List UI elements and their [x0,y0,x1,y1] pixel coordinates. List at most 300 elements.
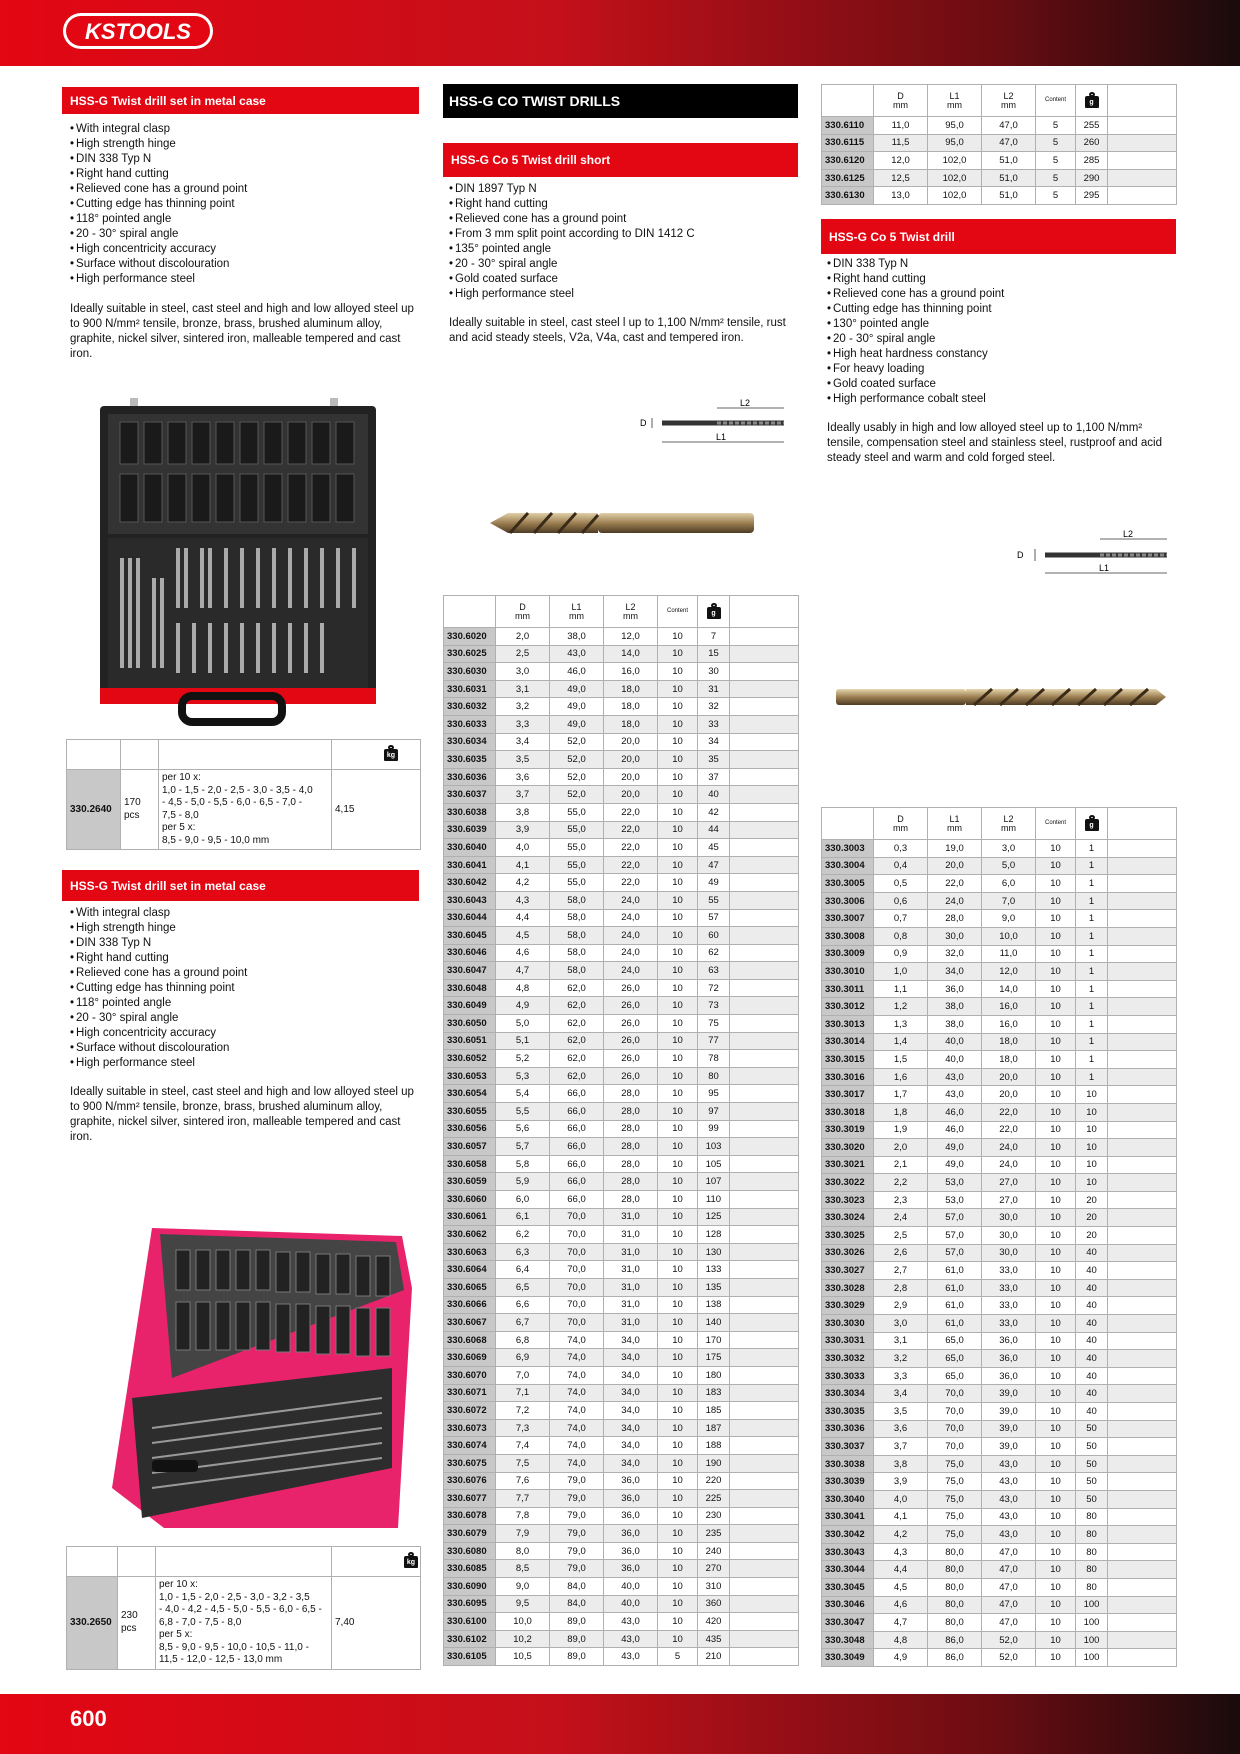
weight: 4,15 [332,770,421,850]
content: 10 [658,874,698,892]
filler-cell [730,1490,799,1508]
content: 10 [1036,1631,1076,1649]
content: 10 [658,680,698,698]
filler-cell [730,645,799,663]
filler-cell [1108,927,1177,945]
length-l2: 22,0 [982,1121,1036,1139]
table-row [444,1472,799,1490]
table-row [822,1227,1177,1245]
filler-cell [1108,963,1177,981]
length-l2: 27,0 [982,1174,1036,1192]
feature-item: • 130° pointed angle [827,317,1172,332]
content: 5 [658,1648,698,1666]
filler-cell [730,1155,799,1173]
feature-item: • High concentricity accuracy [70,242,415,257]
article-number: 330.6032 [444,698,496,716]
length-l2: 36,0 [982,1350,1036,1368]
weight: 40 [1076,1315,1108,1333]
table-row [822,1455,1177,1473]
length-l1: 38,0 [550,628,604,646]
diameter: 3,8 [496,803,550,821]
table-row [444,1402,799,1420]
content: 10 [658,1542,698,1560]
weight: 50 [1076,1490,1108,1508]
feature-item: • Relieved cone has a ground point [827,287,1172,302]
filler-cell [730,1648,799,1666]
length-l1: 61,0 [928,1262,982,1280]
diameter: 7,2 [496,1402,550,1420]
pieces: 230 pcs [118,1577,156,1670]
filler-cell [730,1015,799,1033]
weight: 240 [698,1542,730,1560]
filler-cell [1108,1614,1177,1632]
weight: 80 [1076,1561,1108,1579]
length-l1: 61,0 [928,1315,982,1333]
table-row [822,1279,1177,1297]
weight: 133 [698,1261,730,1279]
weight: 310 [698,1578,730,1596]
content: 10 [658,944,698,962]
diameter: 3,8 [874,1455,928,1473]
table-row [822,1297,1177,1315]
length-l1: 95,0 [928,134,982,152]
filler-cell [730,803,799,821]
diameter: 4,2 [496,874,550,892]
table-row [822,1490,1177,1508]
article-number: 330.6068 [444,1331,496,1349]
table-row [444,997,799,1015]
svg-text:L2: L2 [1123,529,1134,539]
length-l2: 20,0 [604,768,658,786]
length-l2: 52,0 [982,1631,1036,1649]
diameter: 4,4 [874,1561,928,1579]
weight: 183 [698,1384,730,1402]
length-l2: 7,0 [982,892,1036,910]
length-l1: 75,0 [928,1473,982,1491]
article-number: 330.6051 [444,1032,496,1050]
weight: 100 [1076,1631,1108,1649]
content: 10 [1036,945,1076,963]
article-number: 330.3018 [822,1103,874,1121]
table-row [444,979,799,997]
feature-item: • With integral clasp [70,906,415,921]
diameter: 3,4 [874,1385,928,1403]
length-l1: 62,0 [550,1015,604,1033]
length-l1: 75,0 [928,1490,982,1508]
content: 10 [658,909,698,927]
length-l1: 46,0 [550,663,604,681]
weight: 10 [1076,1174,1108,1192]
length-l1: 75,0 [928,1508,982,1526]
feature-item: • High strength hinge [70,921,415,936]
content: 10 [1036,1279,1076,1297]
table-row [822,1350,1177,1368]
weight: 40 [1076,1367,1108,1385]
table-row [444,1630,799,1648]
weight: 220 [698,1472,730,1490]
article-number: 330.6031 [444,680,496,698]
diameter: 4,0 [874,1490,928,1508]
filler-cell [730,1560,799,1578]
article-number: 330.3036 [822,1420,874,1438]
table-row [822,1578,1177,1596]
content: 10 [658,768,698,786]
diameter: 2,5 [874,1227,928,1245]
diameter: 0,9 [874,945,928,963]
article-number: 330.3004 [822,857,874,875]
length-l2: 36,0 [604,1542,658,1560]
article-number: 330.3044 [822,1561,874,1579]
article-number: 330.6079 [444,1525,496,1543]
col-weight [698,596,730,628]
content: 10 [658,1050,698,1068]
table-row [822,1526,1177,1544]
length-l2: 22,0 [604,839,658,857]
feature-item: • Cutting edge has thinning point [70,981,415,996]
length-l2: 36,0 [982,1332,1036,1350]
table-row [444,698,799,716]
filler-cell [730,1138,799,1156]
article-number: 330.6025 [444,645,496,663]
filler-cell [1108,1068,1177,1086]
filler-cell [730,1507,799,1525]
article-number: 330.3021 [822,1156,874,1174]
content: 10 [658,1490,698,1508]
article-number: 330.6102 [444,1630,496,1648]
feature-item: • High performance steel [449,287,799,302]
table-row [444,1542,799,1560]
filler-cell [730,680,799,698]
diameter: 7,8 [496,1507,550,1525]
article-number: 330.6042 [444,874,496,892]
diameter: 5,4 [496,1085,550,1103]
diameter: 1,7 [874,1086,928,1104]
filler-cell [1108,1508,1177,1526]
filler-cell [730,1454,799,1472]
weight: 97 [698,1103,730,1121]
article-number: 330.3007 [822,910,874,928]
article-number: 330.6095 [444,1595,496,1613]
weight: 180 [698,1366,730,1384]
article-number: 330.3026 [822,1244,874,1262]
weight: 20 [1076,1209,1108,1227]
diameter: 9,0 [496,1578,550,1596]
diameter: 3,1 [874,1332,928,1350]
diameter: 10,2 [496,1630,550,1648]
weight: 110 [698,1191,730,1209]
table-row [822,1174,1177,1192]
weight: 50 [1076,1438,1108,1456]
article-number: 330.6076 [444,1472,496,1490]
table-row [444,1015,799,1033]
length-l1: 49,0 [550,715,604,733]
length-l2: 31,0 [604,1243,658,1261]
weight: 10 [1076,1086,1108,1104]
weight: 1 [1076,980,1108,998]
diameter: 7,1 [496,1384,550,1402]
length-l1: 79,0 [550,1542,604,1560]
diameter: 6,2 [496,1226,550,1244]
length-l1: 86,0 [928,1649,982,1667]
weight: 1 [1076,840,1108,858]
article-number: 330.6040 [444,839,496,857]
feature-item: • 20 - 30° spiral angle [70,227,415,242]
length-l2: 12,0 [982,963,1036,981]
length-l1: 49,0 [928,1156,982,1174]
svg-text:L2: L2 [740,398,751,408]
length-l2: 22,0 [604,856,658,874]
length-l1: 80,0 [928,1614,982,1632]
article-number: 330.6020 [444,628,496,646]
length-l2: 24,0 [604,909,658,927]
weight: 435 [698,1630,730,1648]
pieces: 170 pcs [121,770,159,850]
table-row [444,1384,799,1402]
diameter: 12,5 [874,169,928,187]
weight: 210 [698,1648,730,1666]
length-l1: 43,0 [928,1068,982,1086]
length-l1: 70,0 [550,1226,604,1244]
length-l2: 40,0 [604,1578,658,1596]
content: 10 [658,1331,698,1349]
article-number: 330.3003 [822,840,874,858]
diameter: 3,7 [496,786,550,804]
table-row [444,891,799,909]
table-row [444,1226,799,1244]
diameter: 3,2 [496,698,550,716]
diameter: 5,0 [496,1015,550,1033]
article-number: 330.6043 [444,891,496,909]
length-l1: 86,0 [928,1631,982,1649]
diameter: 1,8 [874,1103,928,1121]
weight: 40 [1076,1403,1108,1421]
weight: 1 [1076,963,1108,981]
length-l2: 40,0 [604,1595,658,1613]
content: 5 [1036,117,1076,135]
table-row [444,803,799,821]
std-drill-dimension-diagram [1015,527,1171,577]
length-l2: 18,0 [604,698,658,716]
content: 10 [1036,1543,1076,1561]
content: 10 [1036,1015,1076,1033]
weight: 80 [1076,1578,1108,1596]
table-row [444,1085,799,1103]
length-l1: 66,0 [550,1103,604,1121]
content: 10 [658,1173,698,1191]
table-row [444,1208,799,1226]
length-l1: 66,0 [550,1155,604,1173]
article-number: 330.6063 [444,1243,496,1261]
content: 10 [1036,892,1076,910]
feature-item: • Right hand cutting [827,272,1172,287]
weight: 80 [698,1067,730,1085]
short-drill-table [443,595,799,1666]
article-number: 330.6036 [444,768,496,786]
length-l2: 18,0 [982,1051,1036,1069]
content: 10 [1036,1455,1076,1473]
table-row [822,927,1177,945]
feature-item: • Relieved cone has a ground point [70,966,415,981]
table-row [822,1068,1177,1086]
length-l1: 46,0 [928,1103,982,1121]
filler-cell [1108,840,1177,858]
weight-icon: kg [404,1552,418,1568]
length-l1: 80,0 [928,1543,982,1561]
weight: 40 [1076,1279,1108,1297]
filler-cell [730,1120,799,1138]
content: 10 [658,1630,698,1648]
table-row [444,1050,799,1068]
diameter: 6,5 [496,1278,550,1296]
col-l1: L1 mm [550,596,604,628]
ks-tools-logo [62,12,214,50]
content: 10 [1036,910,1076,928]
weight: 10 [1076,1103,1108,1121]
diameter: 4,1 [874,1508,928,1526]
diameter: 3,1 [496,680,550,698]
length-l1: 52,0 [550,768,604,786]
weight: 225 [698,1490,730,1508]
diameter: 2,6 [874,1244,928,1262]
weight: 285 [1076,152,1108,170]
diameter: 3,5 [496,751,550,769]
svg-text:L1: L1 [1099,563,1110,573]
table-row [444,909,799,927]
length-l1: 80,0 [928,1578,982,1596]
table-row [444,944,799,962]
weight: 99 [698,1120,730,1138]
content: 10 [658,1296,698,1314]
article-number: 330.6075 [444,1454,496,1472]
weight-icon: g [1085,92,1099,108]
table-row [822,1473,1177,1491]
content: 10 [658,715,698,733]
length-l1: 40,0 [928,1051,982,1069]
article-number: 330.3015 [822,1051,874,1069]
length-l1: 84,0 [550,1578,604,1596]
content: 10 [658,1191,698,1209]
section-title: HSS-G CO TWIST DRILLS [443,84,798,118]
diameter: 1,1 [874,980,928,998]
feature-item: • High performance cobalt steel [827,392,1172,407]
content: 10 [658,1472,698,1490]
weight: 57 [698,909,730,927]
filler-cell [730,1542,799,1560]
weight: 125 [698,1208,730,1226]
filler-cell [1108,1262,1177,1280]
filler-cell [730,1525,799,1543]
length-l1: 49,0 [928,1139,982,1157]
weight: 75 [698,1015,730,1033]
content: 10 [1036,1578,1076,1596]
length-l1: 70,0 [928,1403,982,1421]
content: 10 [658,1261,698,1279]
weight: 100 [1076,1649,1108,1667]
length-l2: 36,0 [604,1560,658,1578]
article-number: 330.6074 [444,1437,496,1455]
weight: 77 [698,1032,730,1050]
content: 5 [1036,134,1076,152]
diameter: 4,8 [496,979,550,997]
article-number: 330.3029 [822,1297,874,1315]
table-row [444,856,799,874]
weight: 40 [1076,1297,1108,1315]
filler-cell [1108,1174,1177,1192]
length-l2: 47,0 [982,117,1036,135]
length-l1: 70,0 [550,1208,604,1226]
table-row [444,1191,799,1209]
article-number: 330.3035 [822,1403,874,1421]
table-row [822,1209,1177,1227]
length-l1: 102,0 [928,152,982,170]
weight: 187 [698,1419,730,1437]
article-number: 330.6090 [444,1578,496,1596]
weight: 135 [698,1278,730,1296]
length-l2: 31,0 [604,1296,658,1314]
filler-cell [730,821,799,839]
content: 10 [1036,1103,1076,1121]
set2-description: Ideally suitable in steel, cast steel and high and low alloyed steel up to 900 N/mm² tensile, bronze, brass, brushed aluminum alloy, graphite, nickel silver, sintered iron, malleable tempered and cast iron. [70,1086,414,1143]
table-row [444,1155,799,1173]
diameter: 11,0 [874,117,928,135]
weight: 255 [1076,117,1108,135]
content: 10 [658,1402,698,1420]
table-row [822,1508,1177,1526]
table-row [822,840,1177,858]
weight: 130 [698,1243,730,1261]
content: 10 [658,1015,698,1033]
content: 10 [658,1349,698,1367]
length-l2: 9,0 [982,910,1036,928]
length-l1: 38,0 [928,998,982,1016]
article-number: 330.6073 [444,1419,496,1437]
table-row [444,1314,799,1332]
content: 10 [658,1067,698,1085]
length-l2: 43,0 [982,1490,1036,1508]
length-l1: 75,0 [928,1455,982,1473]
diameter: 0,3 [874,840,928,858]
diameter: 4,8 [874,1631,928,1649]
length-l1: 52,0 [550,786,604,804]
length-l1: 20,0 [928,857,982,875]
length-l1: 52,0 [550,733,604,751]
length-l1: 89,0 [550,1630,604,1648]
article-number: 330.6039 [444,821,496,839]
diameter: 7,7 [496,1490,550,1508]
length-l2: 43,0 [982,1526,1036,1544]
length-l2: 26,0 [604,1050,658,1068]
length-l1: 79,0 [550,1490,604,1508]
article-number: 330.6054 [444,1085,496,1103]
diameter: 2,3 [874,1191,928,1209]
article-number: 330.3023 [822,1191,874,1209]
diameter: 5,8 [496,1155,550,1173]
filler-cell [730,1208,799,1226]
table-row [444,1560,799,1578]
weight: 42 [698,803,730,821]
filler-cell [1108,1191,1177,1209]
content: 10 [658,1578,698,1596]
table-row [444,1296,799,1314]
filler-cell [1108,892,1177,910]
length-l2: 51,0 [982,152,1036,170]
length-l1: 65,0 [928,1350,982,1368]
diameter: 6,6 [496,1296,550,1314]
length-l1: 58,0 [550,944,604,962]
table-row [822,1156,1177,1174]
filler-cell [1108,117,1177,135]
length-l2: 28,0 [604,1138,658,1156]
